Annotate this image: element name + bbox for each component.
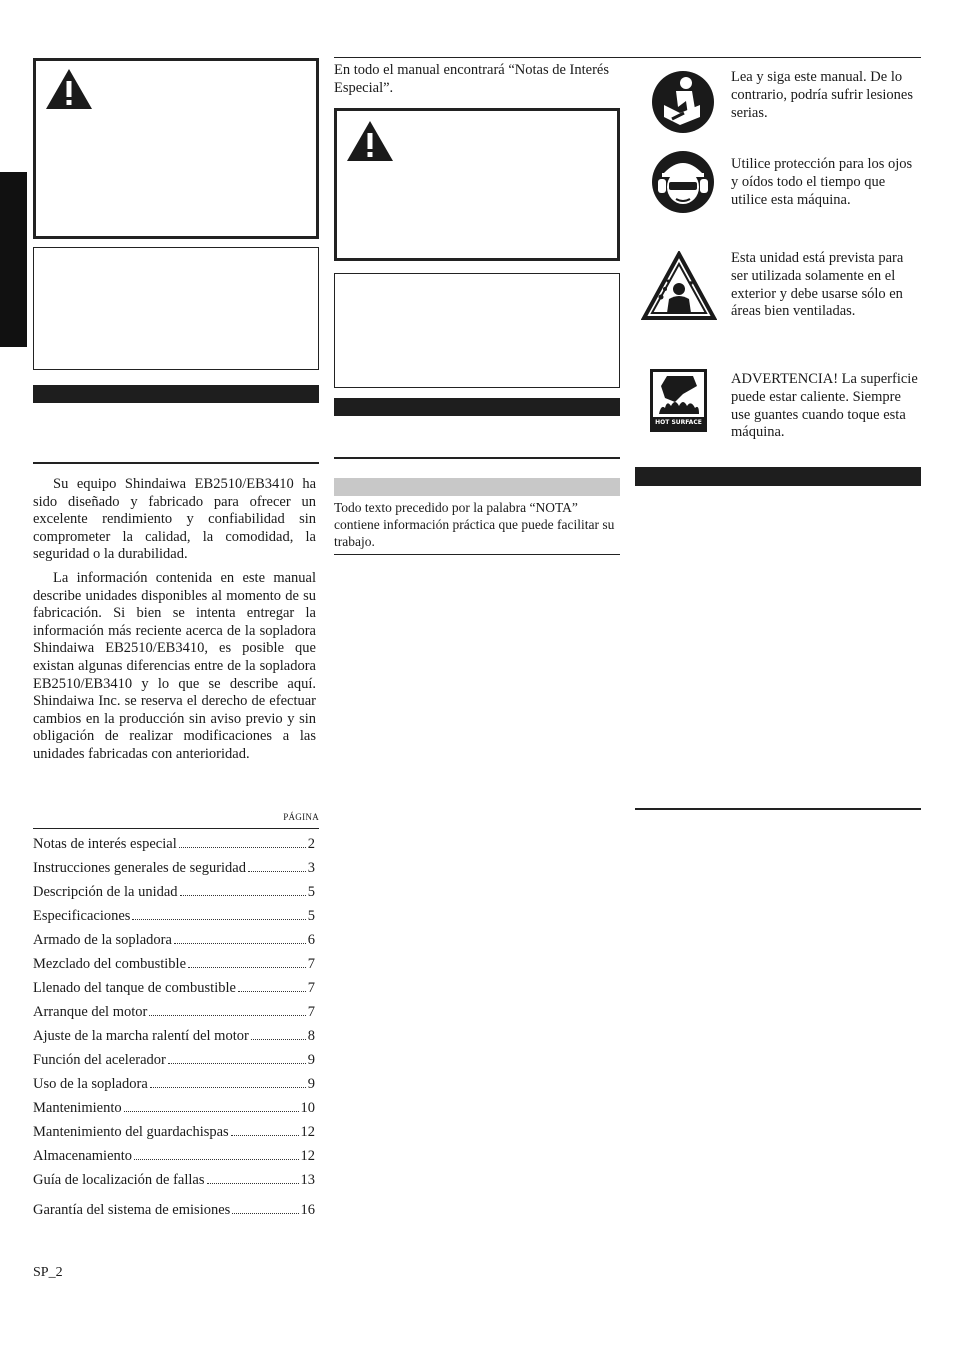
chapter-side-tab [0,172,27,347]
intro-paragraph-1: Su equipo Shindaiwa EB2510/EB3410 ha sido diseñado y fabricado para ofrecer un excelente rendimiento y confiabilidad sin comprometer la calidad, la comodidad, la seguridad o la durabilidad. [33,476,316,563]
hot-surface-label: HOT SURFACE [653,417,704,429]
toc-item[interactable]: Notas de interés especial 2 [33,836,315,852]
toc-item[interactable]: Mantenimiento 10 [33,1100,315,1116]
outdoor-ventilation-icon [641,251,717,321]
toc-page-header: PÁGINA [283,812,319,822]
read-manual-icon [650,69,716,135]
eye-ear-protection-icon [650,149,716,215]
note-rule [334,554,620,555]
safety-icon-text: Esta unidad está prevista para ser utilizada solamente en el exterior y debe usarse sólo en áreas bien ventiladas. [731,250,904,320]
toc-item[interactable]: Mezclado del combustible 7 [33,956,315,972]
safety-icon-text: Lea y siga este manual. De lo contrario, podría sufrir lesiones serias. [731,69,914,121]
section-bar-intro [33,385,319,403]
toc-item[interactable]: Armado de la sopladora 6 [33,932,315,948]
toc-item[interactable]: Función del acelerador 9 [33,1052,315,1068]
toc-item[interactable]: Instrucciones generales de seguridad 3 [33,860,315,876]
special-notes-intro: En todo el manual encontrará “Notas de Interés Especial”. [334,62,609,96]
warning-triangle-icon [44,67,94,111]
hot-surface-icon [650,369,707,432]
toc-item[interactable]: Llenado del tanque de combustible 7 [33,980,315,996]
toc-item[interactable]: Ajuste de la marcha ralentí del motor 8 [33,1028,315,1044]
section-bar-note [334,398,620,416]
safety-icon-text: ADVERTENCIA! La superficie puede estar caliente. Siempre use guantes cuando toque esta máquina. [731,371,918,441]
note-header-band [334,478,620,496]
page-number: SP_2 [33,1265,63,1280]
important-example-box [334,273,620,388]
toc-item[interactable]: Especificaciones 5 [33,908,315,924]
toc-item[interactable]: Garantía del sistema de emisiones 16 [33,1202,315,1218]
section-rule [334,457,620,459]
toc-rule [33,828,319,829]
toc-item[interactable]: Guía de localización de fallas 13 [33,1172,315,1188]
toc-item[interactable]: Descripción de la unidad 5 [33,884,315,900]
caution-box [33,247,319,370]
warning-example-box [334,108,620,261]
top-rule [334,57,921,58]
safety-icon-text: Utilice protección para los ojos y oídos todo el tiempo que utilice esta máquina. [731,156,913,208]
toc-item[interactable]: Arranque del motor 7 [33,1004,315,1020]
intro-paragraph-2: La información contenida en este manual describe unidades disponibles al momento de su fabricación. Si bien se intenta entregar la información más reciente acerca de la sopladora Shindaiwa EB2510/EB3410, es posible que existan algunas diferencias entre de la sopladora EB2510/EB3410 y lo que se describe aquí. Shindaiwa Inc. se reserva el derecho de efectuar cambios en la producción sin aviso previo y sin obligación de realizar modificaciones a las unidades fabricadas con anterioridad. [33,570,316,762]
section-bar-general-safety [635,467,921,486]
toc-item[interactable]: Uso de la sopladora 9 [33,1076,315,1092]
warning-box [33,58,319,239]
note-paragraph: Todo texto precedido por la palabra “NOTA” contiene información práctica que puede facilitar su trabajo. [334,500,615,549]
section-rule [33,462,319,464]
toc-item[interactable]: Mantenimiento del guardachispas 12 [33,1124,315,1140]
section-rule [635,808,921,810]
warning-triangle-icon [345,119,395,163]
toc-item[interactable]: Almacenamiento 12 [33,1148,315,1164]
